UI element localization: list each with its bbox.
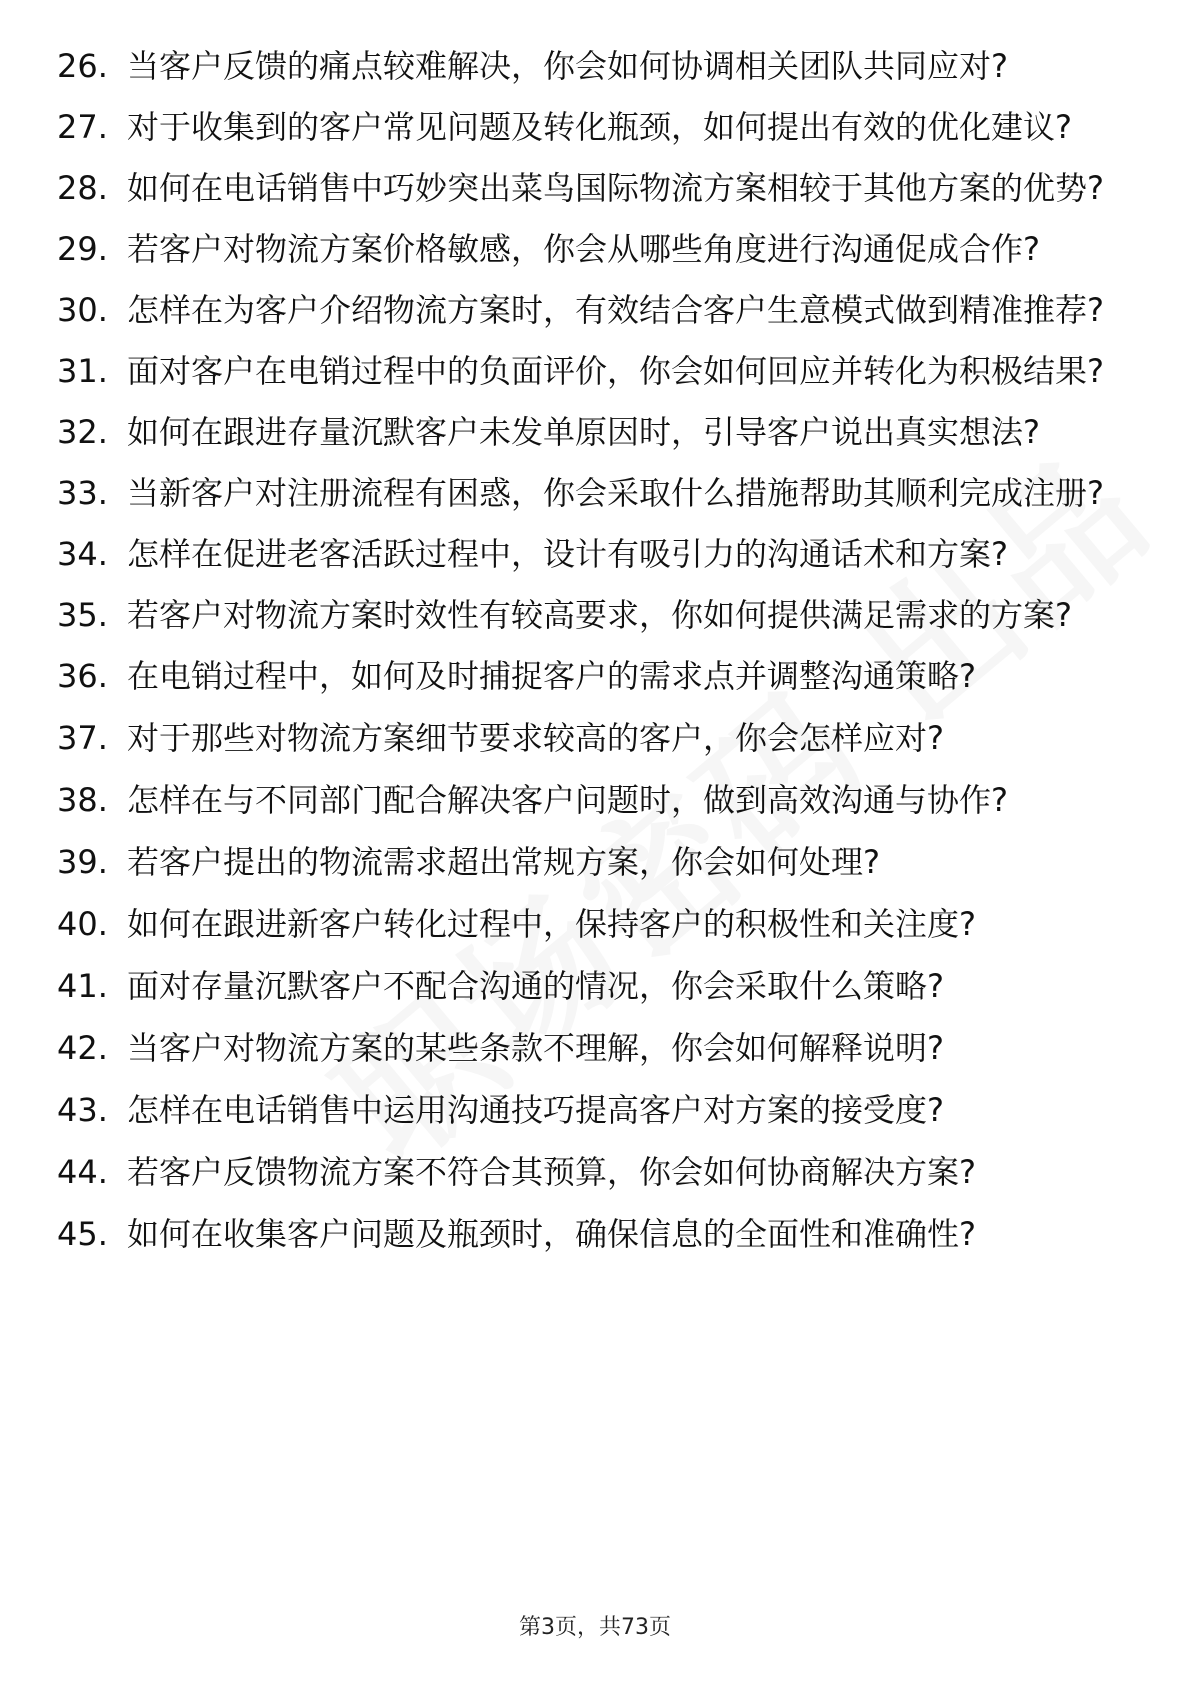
question-item <box>57 46 1137 86</box>
question-item <box>57 780 1137 820</box>
question-number: 30. <box>57 291 108 329</box>
question-number: 27. <box>57 108 108 146</box>
question-text: 面对客户在电销过程中的负面评价，你会如何回应并转化为积极结果? <box>127 352 1104 390</box>
question-text: 如何在跟进存量沉默客户未发单原因时，引导客户说出真实想法? <box>127 413 1040 451</box>
question-number: 43. <box>57 1091 108 1129</box>
question-text: 对于那些对物流方案细节要求较高的客户，你会怎样应对? <box>127 719 944 757</box>
question-text: 如何在电话销售中巧妙突出菜鸟国际物流方案相较于其他方案的优势? <box>127 169 1104 207</box>
question-text: 在电销过程中，如何及时捕捉客户的需求点并调整沟通策略? <box>127 657 976 695</box>
question-item <box>57 412 1137 452</box>
question-number: 35. <box>57 596 108 634</box>
question-number: 37. <box>57 719 108 757</box>
question-text: 当新客户对注册流程有困惑，你会采取什么措施帮助其顺利完成注册? <box>127 474 1104 512</box>
question-number: 42. <box>57 1029 108 1067</box>
question-item <box>57 718 1137 758</box>
question-item <box>57 107 1137 147</box>
question-item <box>57 534 1137 574</box>
question-number: 32. <box>57 413 108 451</box>
question-text: 若客户反馈物流方案不符合其预算，你会如何协商解决方案? <box>127 1153 976 1191</box>
question-number: 44. <box>57 1153 108 1191</box>
question-number: 38. <box>57 781 108 819</box>
question-text: 若客户对物流方案时效性有较高要求，你如何提供满足需求的方案? <box>127 596 1072 634</box>
question-item <box>57 290 1137 330</box>
question-item <box>57 229 1137 269</box>
question-number: 45. <box>57 1215 108 1253</box>
question-number: 40. <box>57 905 108 943</box>
question-item <box>57 1214 1137 1254</box>
question-text: 怎样在为客户介绍物流方案时，有效结合客户生意模式做到精准推荐? <box>127 291 1104 329</box>
question-item <box>57 595 1137 635</box>
question-text: 若客户提出的物流需求超出常规方案，你会如何处理? <box>127 843 880 881</box>
question-number: 26. <box>57 47 108 85</box>
question-number: 33. <box>57 474 108 512</box>
question-list <box>57 46 1137 1276</box>
question-text: 如何在收集客户问题及瓶颈时，确保信息的全面性和准确性? <box>127 1215 976 1253</box>
question-item <box>57 473 1137 513</box>
question-number: 36. <box>57 657 108 695</box>
question-text: 怎样在电话销售中运用沟通技巧提高客户对方案的接受度? <box>127 1091 944 1129</box>
question-number: 28. <box>57 169 108 207</box>
question-text: 面对存量沉默客户不配合沟通的情况，你会采取什么策略? <box>127 967 944 1005</box>
page-footer <box>0 1614 1190 1642</box>
question-text: 当客户反馈的痛点较难解决，你会如何协调相关团队共同应对? <box>127 47 1008 85</box>
question-item <box>57 904 1137 944</box>
question-item <box>57 351 1137 391</box>
question-text: 对于收集到的客户常见问题及转化瓶颈，如何提出有效的优化建议? <box>127 108 1072 146</box>
question-item <box>57 842 1137 882</box>
question-item <box>57 966 1137 1006</box>
question-text: 当客户对物流方案的某些条款不理解，你会如何解释说明? <box>127 1029 944 1067</box>
question-item <box>57 1090 1137 1130</box>
question-text: 怎样在与不同部门配合解决客户问题时，做到高效沟通与协作? <box>127 781 1008 819</box>
question-item <box>57 656 1137 696</box>
question-number: 34. <box>57 535 108 573</box>
question-text: 若客户对物流方案价格敏感，你会从哪些角度进行沟通促成合作? <box>127 230 1040 268</box>
question-text: 怎样在促进老客活跃过程中，设计有吸引力的沟通话术和方案? <box>127 535 1008 573</box>
page-number-label: 第3页，共73页 <box>519 1615 671 1640</box>
question-number: 39. <box>57 843 108 881</box>
question-text: 如何在跟进新客户转化过程中，保持客户的积极性和关注度? <box>127 905 976 943</box>
question-number: 31. <box>57 352 108 390</box>
question-item <box>57 168 1137 208</box>
question-item <box>57 1152 1137 1192</box>
question-number: 29. <box>57 230 108 268</box>
question-item <box>57 1028 1137 1068</box>
question-number: 41. <box>57 967 108 1005</box>
